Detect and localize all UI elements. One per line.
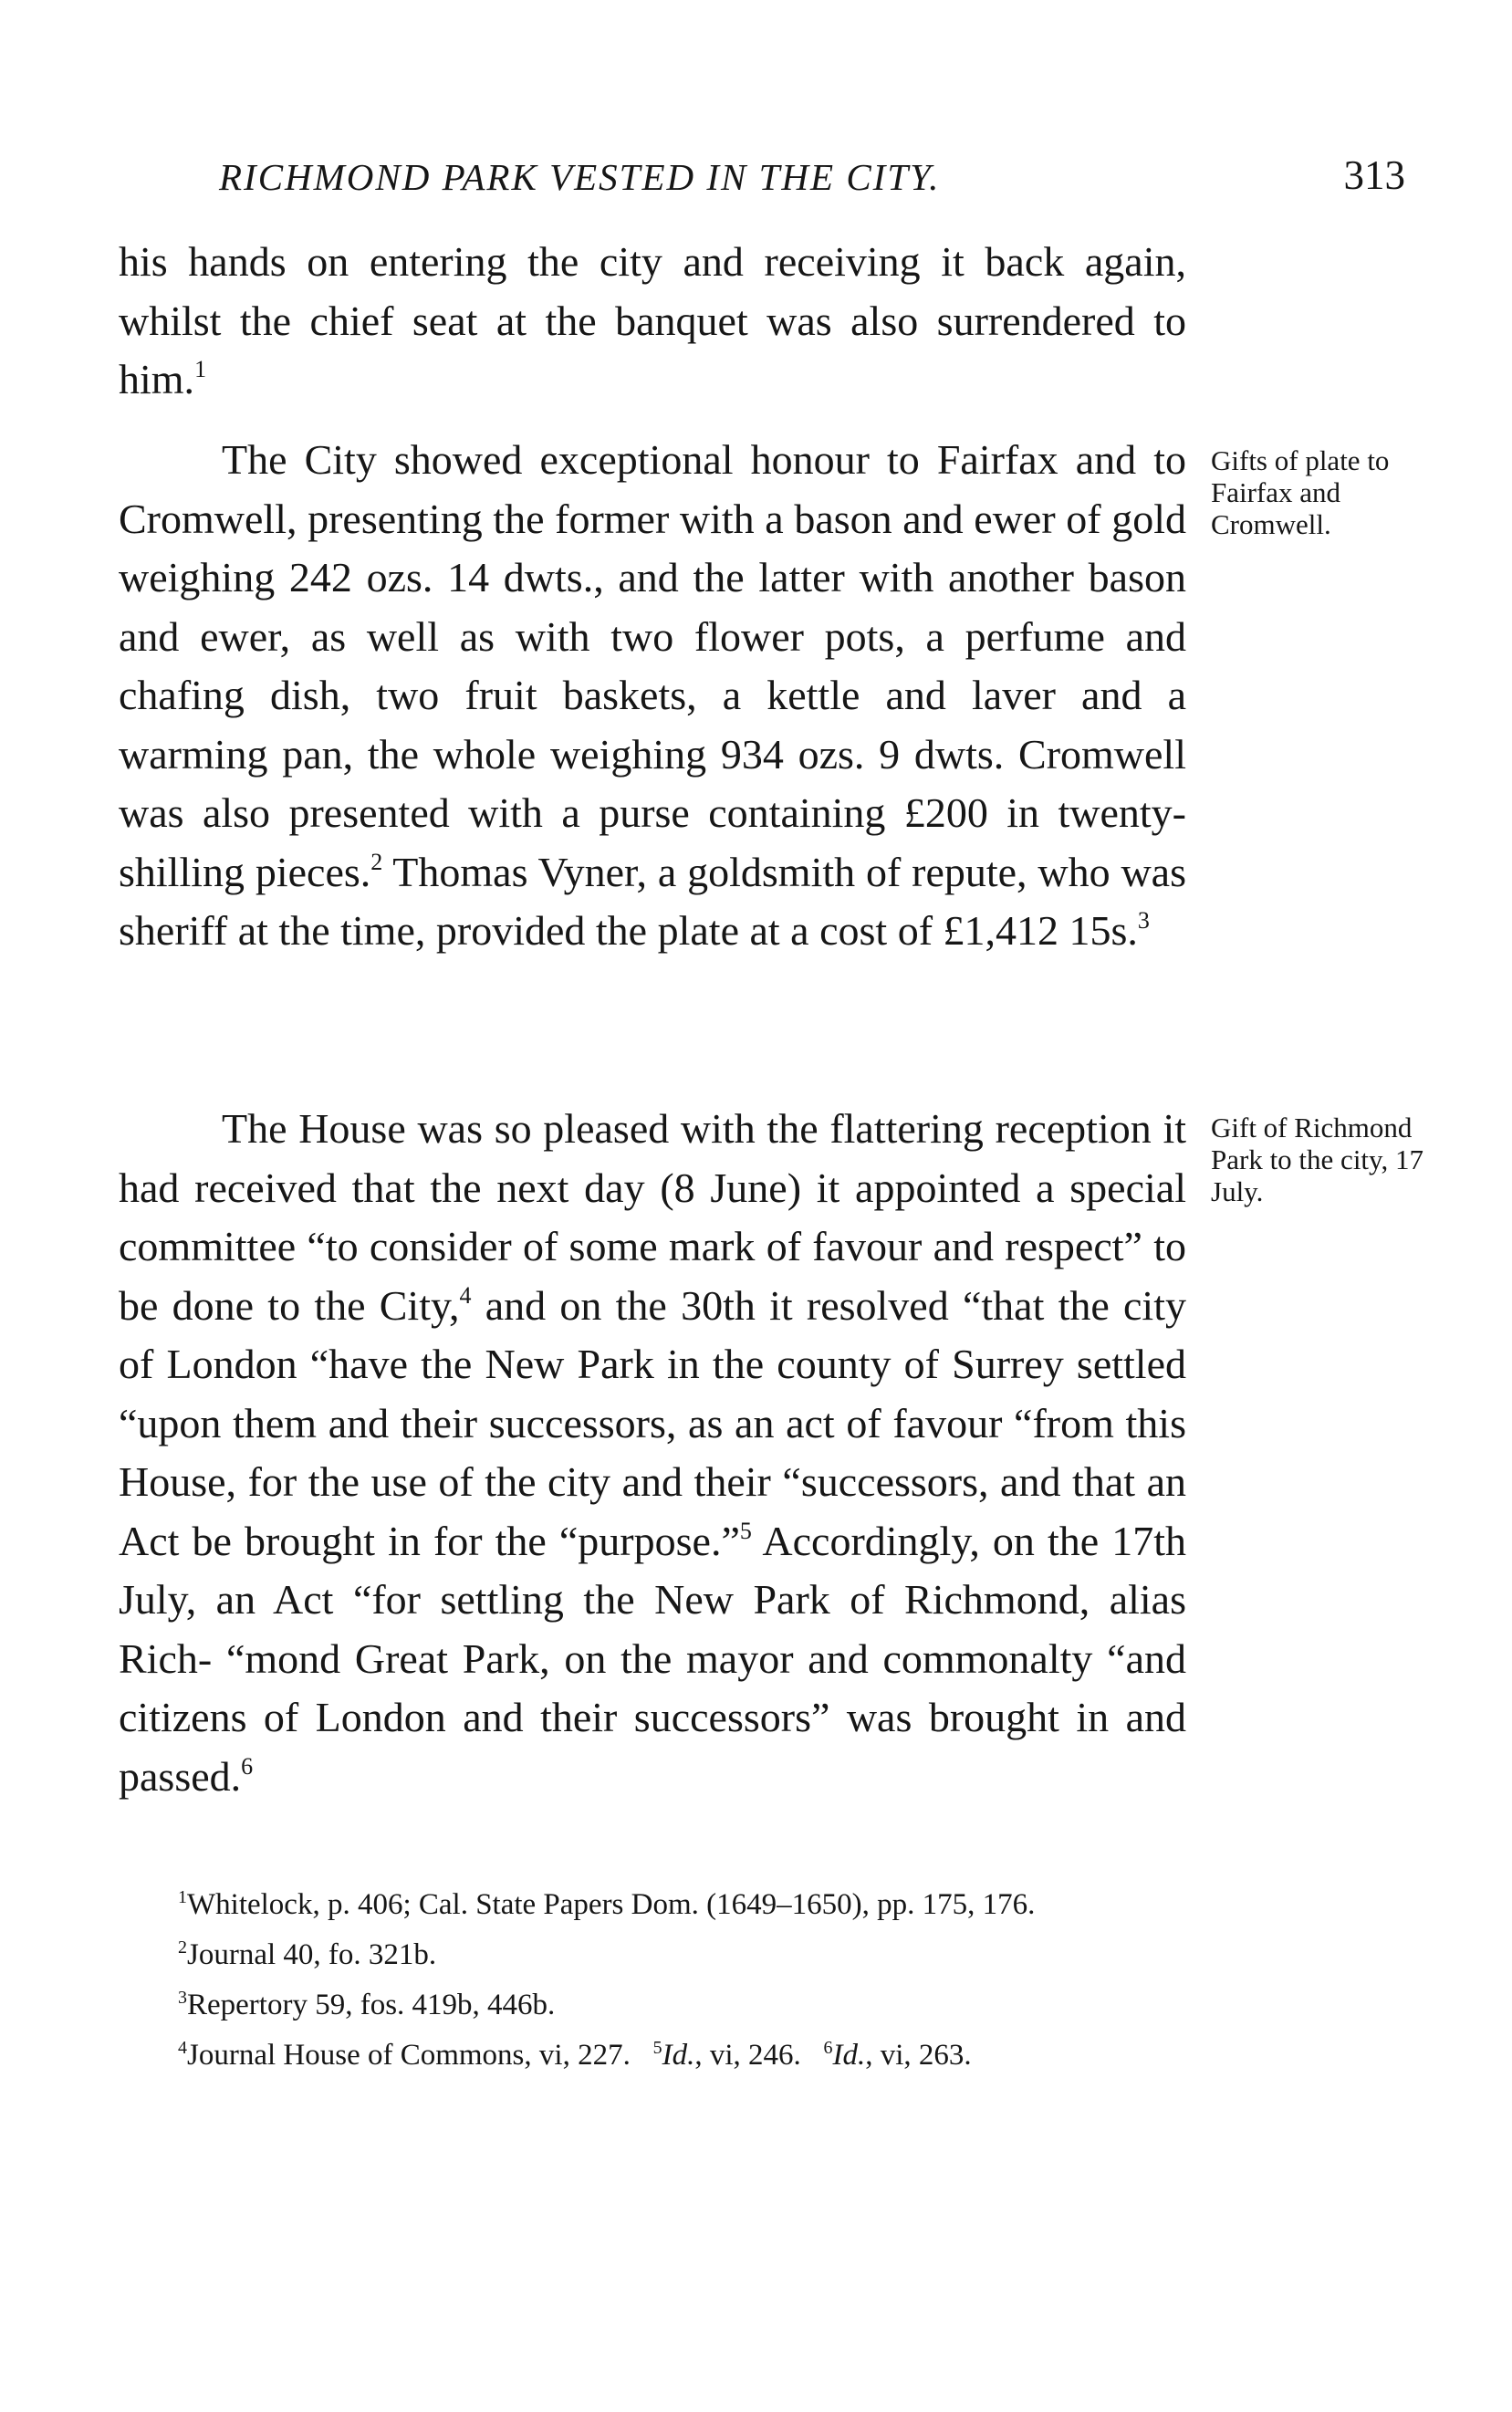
footnote-text-1: Whitelock, p. 406; Cal. State Papers Dom. (1649–1650), pp. 175, 176. bbox=[187, 1888, 1036, 1921]
footnote-mark-5: 5 bbox=[652, 2038, 662, 2058]
paragraph-3-text-a: The House was so pleased with the flattering reception it had received that the next day (8 June) it appointed a special committee “to consider of some mark of favour and respect” to be done to the City, bbox=[119, 1105, 1186, 1329]
page-number: 313 bbox=[1343, 152, 1405, 198]
footnote-ref-6: 6 bbox=[241, 1752, 254, 1780]
footnote-mark-6: 6 bbox=[823, 2038, 833, 2058]
footnote-ref-2: 2 bbox=[370, 848, 383, 875]
paragraph-2-text-b: Thomas Vyner, a goldsmith of repute, who was sheriff at the time, provided the plate at a cost of £1,412 15s. bbox=[119, 848, 1186, 954]
footnote-ref-3: 3 bbox=[1137, 907, 1150, 934]
footnote-4 bbox=[119, 2031, 1186, 2081]
footnote-mark-2: 2 bbox=[178, 1937, 187, 1958]
footnote-1 bbox=[119, 1880, 1186, 1930]
margin-note-gifts: Gifts of plate to Fairfax and Cromwell. bbox=[1211, 444, 1390, 540]
paragraph-1-text: his hands on entering the city and receiving it back again, whilst the chief seat at the banquet was also surrendered to him. bbox=[119, 238, 1186, 402]
paragraph-2 bbox=[119, 431, 1186, 961]
footnote-3 bbox=[119, 1980, 1186, 2031]
footnote-6-id: Id. bbox=[832, 2039, 866, 2072]
footnote-6-rest: , vi, 263. bbox=[865, 2039, 972, 2072]
footnotes bbox=[119, 1880, 1186, 2081]
running-title: RICHMOND PARK VESTED IN THE CITY. bbox=[219, 156, 941, 198]
paragraph-3 bbox=[119, 1100, 1186, 1806]
footnote-mark-1: 1 bbox=[178, 1887, 187, 1907]
footnote-ref-1: 1 bbox=[194, 356, 207, 382]
footnote-text-4: Journal House of Commons, vi, 227. bbox=[187, 2039, 631, 2072]
footnote-5-id: Id. bbox=[662, 2039, 695, 2072]
footnote-5-rest: , vi, 246. bbox=[694, 2039, 801, 2072]
footnote-ref-4: 4 bbox=[459, 1281, 472, 1309]
paragraph-3-text-c: Accordingly, on the 17th July, an Act “for settling the New Park of Richmond, alias Rich- “mond Great Park, on the mayor and commonalty “and citizens of London and their successors” was brought in and passed. bbox=[119, 1517, 1186, 1800]
footnote-text-2: Journal 40, fo. 321b. bbox=[187, 1938, 437, 1971]
footnote-text-3: Repertory 59, fos. 419b, 446b. bbox=[187, 1989, 556, 2021]
paragraph-1 bbox=[119, 233, 1186, 410]
paragraph-3-text-b: and on the 30th it resolved “that the city of London “have the New Park in the county of Surrey settled “upon them and their successors, as an act of favour “from this House, for the use of the city and their “successors, and that an Act be brought in for the “purpose.” bbox=[119, 1281, 1186, 1564]
footnote-ref-5: 5 bbox=[739, 1517, 752, 1544]
footnote-2 bbox=[119, 1930, 1186, 1980]
footnote-mark-3: 3 bbox=[178, 1988, 187, 2008]
footnote-mark-4: 4 bbox=[178, 2038, 187, 2058]
running-head bbox=[119, 152, 1433, 210]
margin-note-richmond: Gift of Richmond Park to the city, 17 July. bbox=[1211, 1112, 1424, 1207]
paragraph-2-text-a: The City showed exceptional honour to Fairfax and to Cromwell, presenting the former with a bason and ewer of gold weighing 242 ozs. 14 dwts., and the latter with another bason and ewer, as well as with two flower pots, a perfume and chafing dish, two fruit baskets, a kettle and laver and a warming pan, the whole weighing 934 ozs. 9 dwts. Cromwell was also presented with a purse containing £200 in twenty-shilling pieces. bbox=[119, 436, 1186, 895]
